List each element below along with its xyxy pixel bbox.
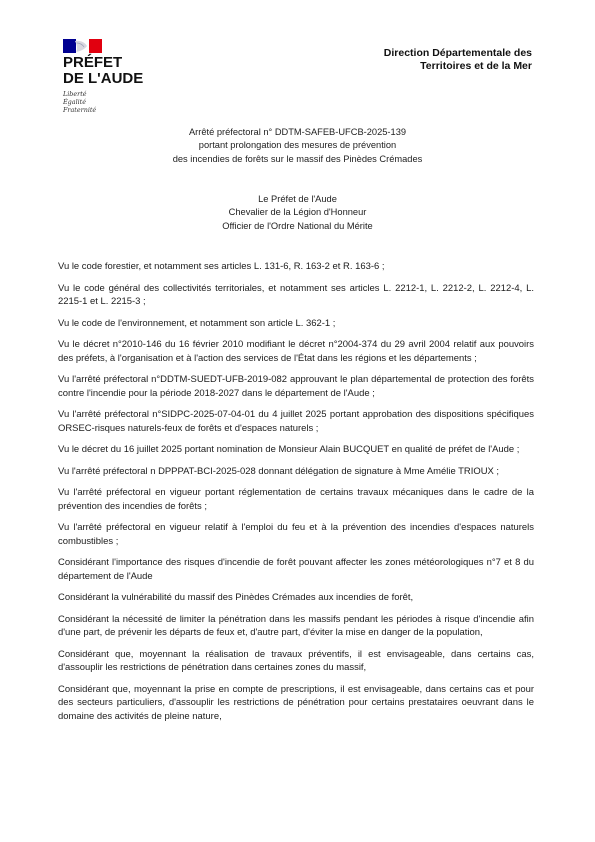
signatory-line-3: Officier de l'Ordre National du Mérite [222, 220, 373, 231]
direction-heading [384, 47, 532, 73]
decree-title-line-2: portant prolongation des mesures de prévention [198, 140, 397, 151]
visa-paragraph: Vu l'arrêté préfectoral n°DDTM-SUEDT-UFB-2019-082 approuvant le plan départemental de protection des forêts contre l'incendie pour la période 2018-2027 dans le département de l'Aude ; [58, 374, 534, 399]
direction-line-2: Territoires et de la Mer [420, 60, 532, 72]
signatory-line-1: Le Préfet de l'Aude [258, 194, 337, 204]
visa-paragraph: Vu le code général des collectivités territoriales, et notamment ses articles L. 2212-1, L. 2212-2, L. 2212-4, L. 2215-1 et L. 2215-3 ; [58, 282, 534, 307]
decree-title-line-3: des incendies de forêts sur le massif des Pinèdes Crémades [172, 153, 423, 164]
marianne-flag-icon [63, 39, 102, 53]
considerant-paragraph: Considérant la vulnérabilité du massif des Pinèdes Crémades aux incendies de forêt, [58, 592, 414, 603]
republic-motto [63, 90, 96, 114]
visa-paragraph: Vu l'arrêté préfectoral n°SIDPC-2025-07-04-01 du 4 juillet 2025 portant approbation des dispositions spécifiques ORSEC-risques naturels-feux de forêts et d'espaces naturels ; [58, 409, 534, 434]
visa-paragraph: Vu le code forestier, et notamment ses articles L. 131-6, R. 163-2 et R. 163-6 ; [58, 261, 385, 272]
motto-liberte: Liberté [63, 90, 87, 98]
considerant-paragraph: Considérant que, moyennant la prise en compte de prescriptions, il est envisageable, dans certains cas et pour des secteurs particuliers, d'assouplir les restrictions de pénétration pour certains prestataires oeuvrant dans le domaine des activités de pleine nature, [58, 683, 534, 722]
direction-line-1: Direction Départementale des [383, 47, 532, 59]
signatory-block [0, 193, 595, 233]
considerant-paragraph: Considérant l'importance des risques d'incendie de forêt pouvant affecter les zones météorologiques n°7 et 8 du département de l'Aude [58, 557, 534, 582]
visa-paragraph: Vu le code de l'environnement, et notamment son article L. 362-1 ; [58, 317, 336, 329]
motto-fraternite: Fraternité [63, 106, 97, 114]
signatory-line-2: Chevalier de la Légion d'Honneur [228, 207, 367, 218]
decree-body [58, 260, 534, 731]
visa-paragraph: Vu le décret du 16 juillet 2025 portant nomination de Monsieur Alain BUCQUET en qualité de préfet de l'Aude ; [58, 444, 520, 455]
considerant-paragraph: Considérant que, moyennant la réalisation de travaux préventifs, il est envisageable, dans certains cas, d'assouplir les restrictions de pénétration dans certaines zones du massif, [58, 648, 534, 673]
logo-line-2: DE L'AUDE [63, 69, 144, 87]
logo-line-1: PRÉFET [63, 54, 123, 71]
visa-paragraph: Vu l'arrêté préfectoral en vigueur relatif à l'emploi du feu et à la prévention des incendies d'espaces naturels combustibles ; [58, 522, 534, 547]
visa-paragraph: Vu le décret n°2010-146 du 16 février 2010 modifiant le décret n°2004-374 du 29 avril 2004 relatif aux pouvoirs des préfets, à l'organisation et à l'action des services de l'État dans les régions et les départements ; [58, 339, 534, 364]
motto-egalite: Égalité [63, 98, 87, 106]
decree-title-line-1: Arrêté préfectoral n° DDTM-SAFEB-UFCB-2025-139 [188, 127, 407, 137]
visa-paragraph: Vu l'arrêté préfectoral en vigueur portant réglementation de certains travaux mécaniques dans le cadre de la prévention des incendies de forêts ; [58, 487, 534, 512]
decree-title [0, 126, 595, 166]
prefecture-logo [63, 55, 183, 86]
considerant-paragraph: Considérant la nécessité de limiter la pénétration dans les massifs pendant les périodes à risque d'incendie afin d'une part, de prévenir les départs de feux et, d'autre part, d'éviter la mise en danger de la population, [58, 613, 534, 638]
visa-paragraph: Vu l'arrêté préfectoral n DPPPAT-BCI-2025-028 donnant délégation de signature à Mme Amélie TRIOUX ; [58, 465, 500, 477]
